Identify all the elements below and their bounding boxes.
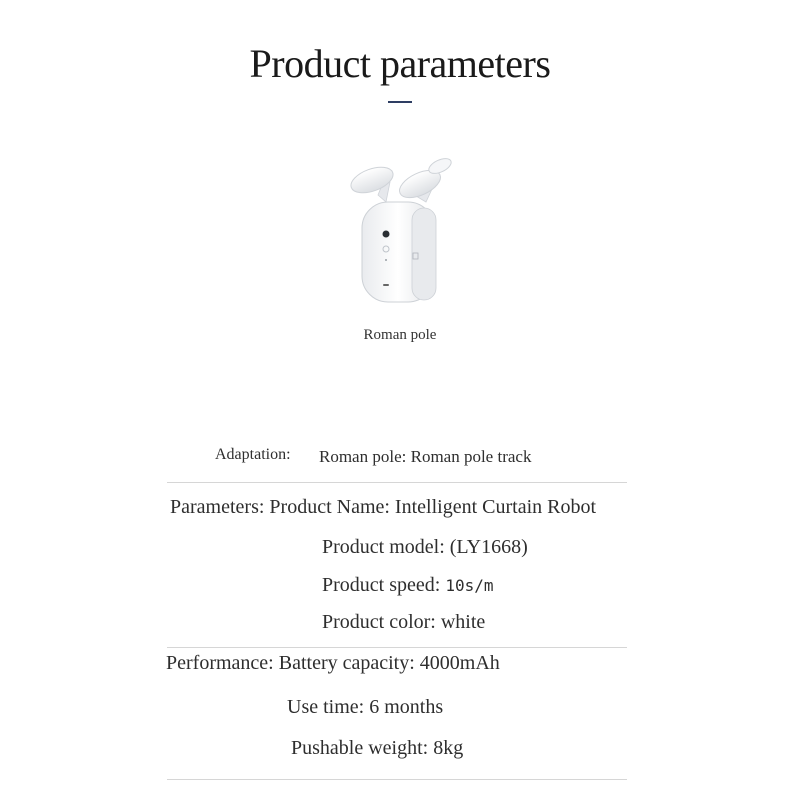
pushable-weight: Pushable weight: 8kg [291, 737, 464, 759]
product-color: Product color: white [322, 611, 486, 633]
product-speed-row [322, 574, 493, 597]
product-caption: Roman pole [363, 327, 437, 343]
adaptation-label: Adaptation: [215, 446, 291, 463]
page-title: Product parameters [249, 41, 551, 86]
divider [167, 647, 627, 648]
product-name: Product Name: Intelligent Curtain Robot [269, 496, 597, 518]
divider [167, 779, 627, 780]
curtain-robot-device-icon [340, 150, 460, 320]
use-time: Use time: 6 months [287, 696, 444, 718]
performance-row [166, 652, 500, 675]
parameters-label: Parameters: [170, 496, 265, 518]
divider [167, 482, 627, 483]
parameters-row [170, 496, 596, 519]
product-speed-label: Product speed: [322, 574, 446, 596]
product-speed-value: 10s/m [445, 576, 494, 595]
title-underline [388, 101, 412, 103]
product-model: Product model: (LY1668) [322, 536, 528, 558]
adaptation-value: Roman pole: Roman pole track [319, 447, 532, 466]
performance-label: Performance: [166, 652, 274, 674]
battery-capacity: Battery capacity: 4000mAh [278, 652, 500, 674]
